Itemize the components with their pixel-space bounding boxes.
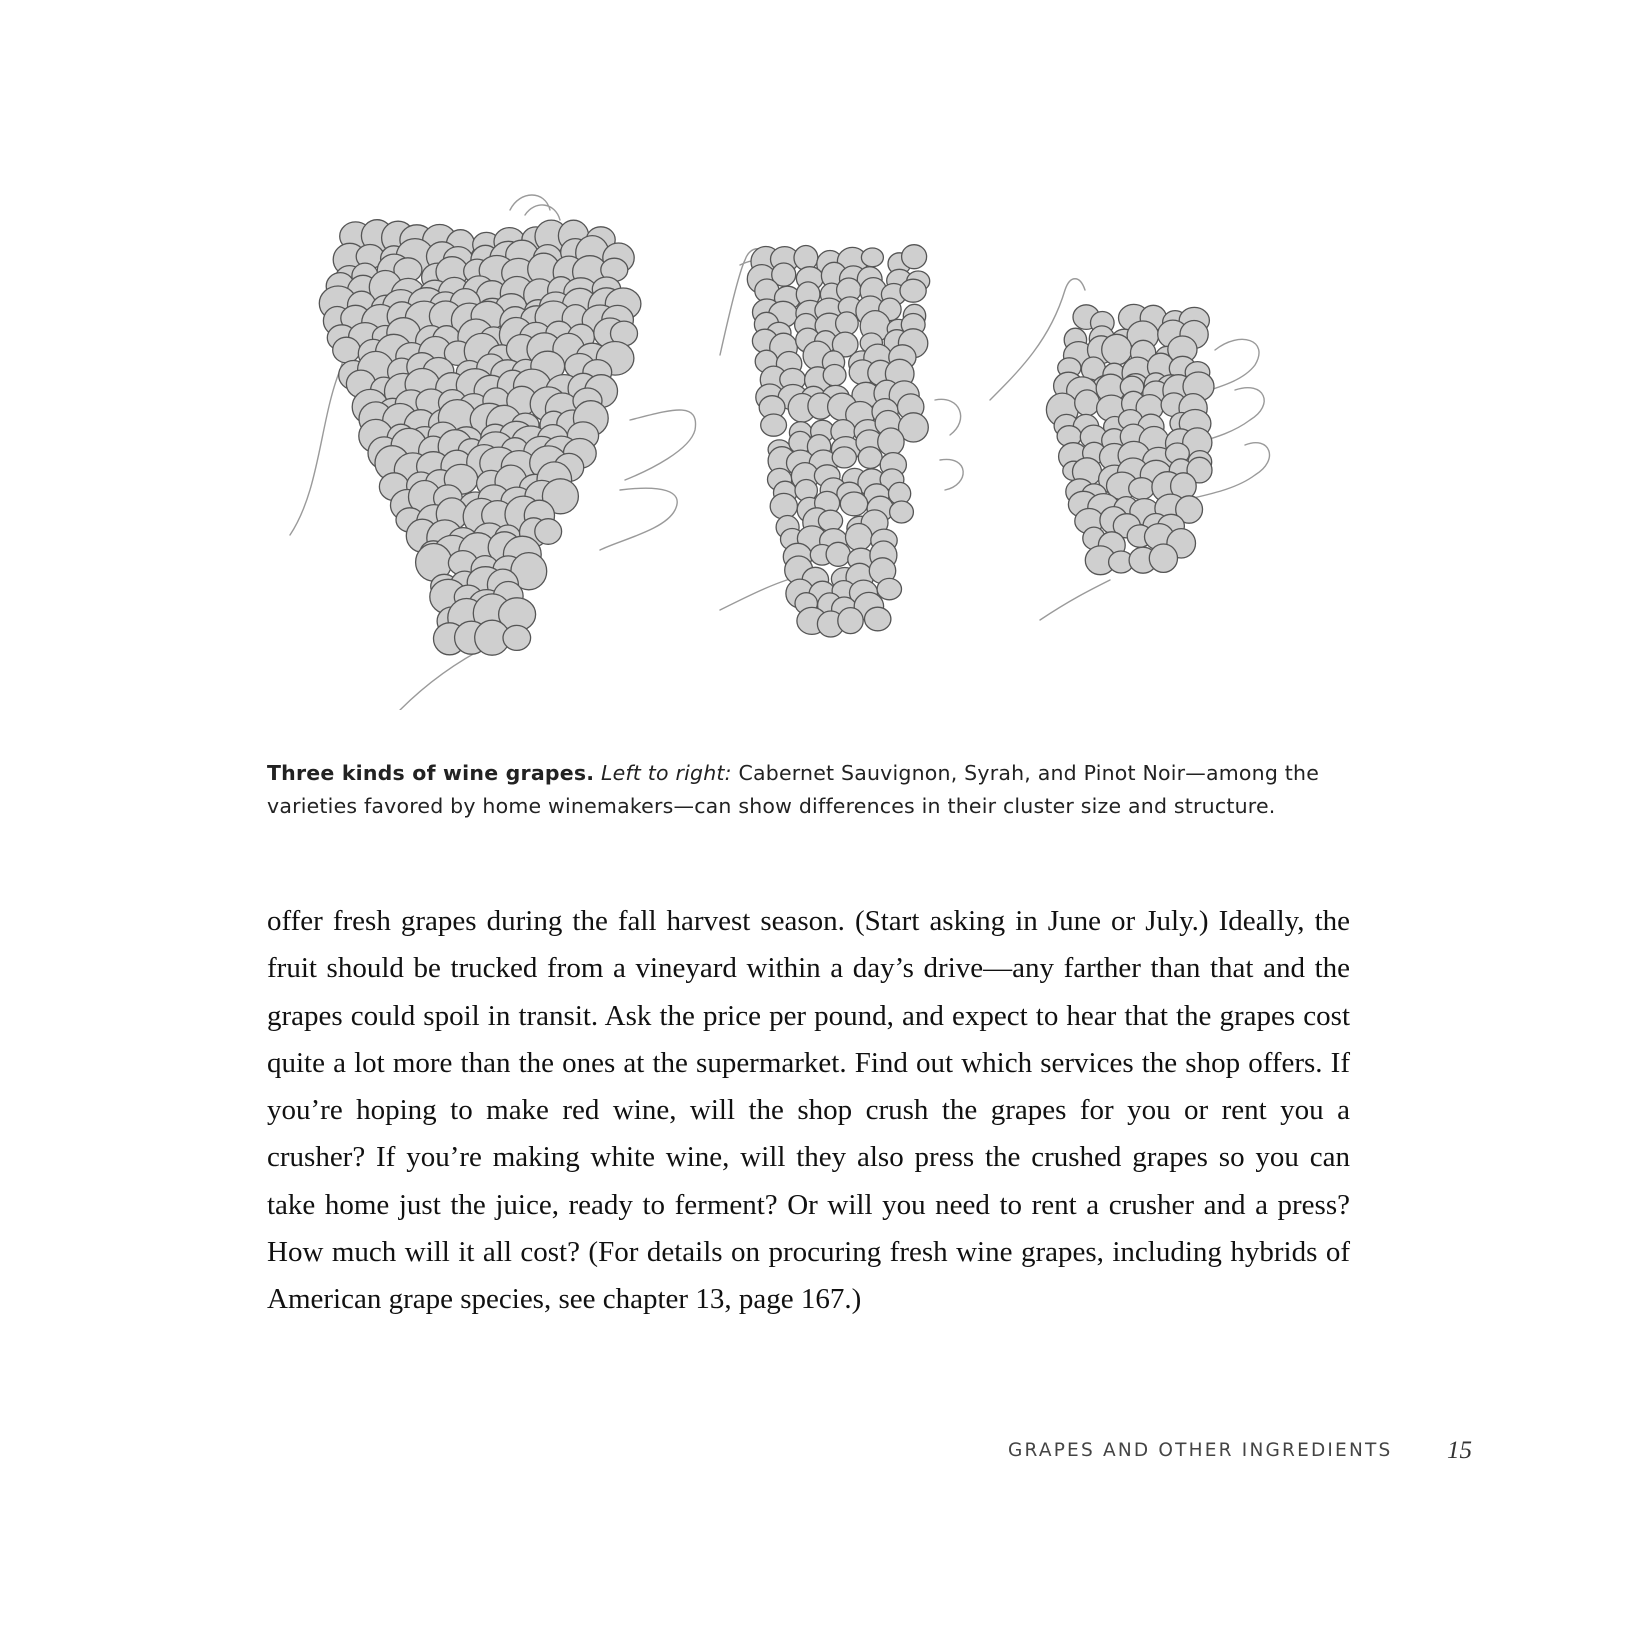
grape-berry <box>836 312 859 335</box>
grape-berry <box>1075 390 1100 416</box>
grape-cluster-syrah <box>747 245 929 637</box>
grape-berry <box>761 414 787 436</box>
grape-berry <box>826 542 850 566</box>
grape-berry <box>900 279 926 302</box>
grape-berry <box>1129 478 1155 500</box>
caption-lead: Three kinds of wine grapes. <box>267 761 595 785</box>
body-paragraph: offer fresh grapes during the fall harvest season. (Start asking in June or July.) Ideally, the fruit should be trucked from a vineyard within a day’s drive—any farther than that and the grapes could spoil in transit. Ask the price per pound, and expect to hear that the grapes cost quite a lot more than the ones at the supermarket. Find out which services the shop offers. If you’re hoping to make red wine, will the shop crush the grapes for you or rent you a crusher? If you’re making white wine, will they also press the crushed grapes so you can take home just the juice, ready to ferment? Or will you need to rent a crusher and a press? How much will it all cost? (For details on procuring fresh wine grapes, including hybrids of American grape species, see chapter 13, page 167.) <box>267 905 1350 1316</box>
figure-caption <box>267 757 1357 823</box>
grape-berry <box>840 492 867 516</box>
grape-clusters-illustration <box>280 190 1350 710</box>
grape-berry <box>333 337 360 363</box>
grape-berry <box>846 524 873 551</box>
grape-berry <box>832 447 856 468</box>
grape-berry <box>877 578 901 599</box>
grape-cluster-pinot-noir <box>1046 304 1214 574</box>
page-number: 15 <box>1447 1437 1472 1464</box>
grape-berry <box>823 365 846 386</box>
grape-berry <box>838 608 863 634</box>
grape-berry <box>861 248 883 267</box>
grape-berry <box>878 428 904 456</box>
grape-berry <box>902 245 927 269</box>
grape-berry <box>770 493 797 519</box>
grape-berry <box>858 447 882 469</box>
grape-cluster-cabernet-sauvignon <box>319 220 641 656</box>
caption-direction: Left to right: <box>600 761 732 785</box>
caption-text: Cabernet Sauvignon, Syrah, and Pinot Noir—among the varieties favored by home winemakers—can show differences in their cluster size and structure. <box>267 761 1320 818</box>
grape-berry <box>535 519 562 545</box>
grape-berry <box>890 501 914 523</box>
grape-berry <box>865 607 891 631</box>
grape-berry <box>1149 544 1177 572</box>
running-head: GRAPES AND OTHER INGREDIENTS <box>1008 1440 1393 1461</box>
grape-berry <box>503 625 531 650</box>
